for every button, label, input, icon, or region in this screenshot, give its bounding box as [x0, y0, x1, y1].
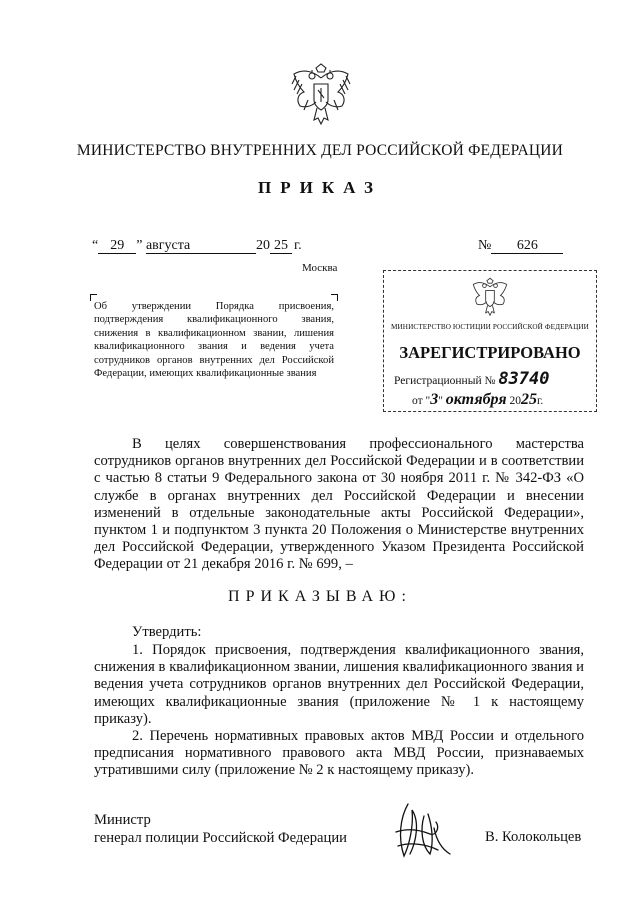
order-item-1: 1. Порядок присвоения, подтверждения квалификационного звания, снижения в квалификационном звании, лишения квалификационного звания и ведения учета сотрудников органов внутренних дел Российской Федерации, имеющих квалификационные звания (приложение № 1 к настоящему приказу). — [94, 642, 584, 727]
signatory-name: В. Колокольцев — [485, 829, 582, 845]
stamp-registration-number — [394, 369, 550, 389]
order-number-value: 626 — [491, 238, 563, 254]
registration-stamp — [383, 270, 597, 412]
order-subject: Об утверждении Порядка присвоения, подтверждения квалификационного звания, снижения в квалификационном звании, лишения квалификационного звания и ведения учета сотрудников органов внутренних дел Российской Федерации, имеющих квалификационные звания — [94, 301, 334, 380]
stamp-date-prefix: от " — [412, 395, 431, 407]
order-date-year-unit: г. — [293, 238, 302, 253]
stamp-registration-date — [412, 391, 543, 409]
ministry-name: МИНИСТЕРСТВО ВНУТРЕННИХ ДЕЛ РОССИЙСКОЙ ФЕДЕРАЦИИ — [76, 142, 564, 159]
stamp-registered-label: ЗАРЕГИСТРИРОВАНО — [399, 343, 581, 362]
order-city: Москва — [302, 262, 338, 274]
order-date — [92, 238, 302, 254]
order-item-2: 2. Перечень нормативных правовых актов МВД России и отдельного предписания нормативного правового акта МВД России, признаваемых утратившими силу (приложение № 2 к настоящему приказу). — [94, 728, 584, 779]
stamp-reg-number-handwritten: 83740 — [498, 369, 550, 389]
stamp-date-sep: " — [438, 395, 443, 407]
signatory-title-line2: генерал полиции Российской Федерации — [94, 829, 347, 846]
stamp-reg-label: Регистрационный № — [394, 375, 496, 387]
approve-label: Утвердить: — [132, 624, 202, 640]
preamble-paragraph: В целях совершенствования профессионального мастерства сотрудников органов внутренних дел Российской Федерации и в соответствии с частью 8 статьи 9 Федерального закона от 30 ноября 2011 г. № 342-ФЗ «О службе в органах внутренних дел Российской Федерации и внесении изменений в отдельные законодательные акты Российской Федерации», пунктом 1 и подпунктом 3 пункта 20 Положения о Министерстве внутренних дел Российской Федерации, утвержденного Указом Президента Российской Федерации от 21 декабря 2016 г. № 699, – — [94, 436, 584, 573]
stamp-date-month: октября — [445, 391, 507, 408]
order-date-day: 29 — [98, 238, 136, 254]
stamp-date-year-unit: г. — [536, 395, 544, 407]
order-date-year-prefix: 20 — [255, 238, 270, 253]
stamp-date-year-suffix: 25 — [520, 391, 537, 408]
stamp-date-day: 3 — [430, 391, 439, 408]
double-headed-eagle-stamp-icon — [468, 277, 512, 319]
handwritten-signature — [390, 798, 456, 864]
order-number — [478, 238, 563, 254]
quote-open: “ — [92, 238, 99, 253]
order-date-year-suffix: 25 — [270, 238, 292, 254]
signatory-title — [94, 812, 347, 847]
decree-heading: ПРИКАЗЫВАЮ: — [228, 588, 412, 605]
stamp-date-year-prefix: 20 — [509, 395, 521, 407]
order-date-month: августа — [146, 238, 256, 254]
signatory-title-line1: Министр — [94, 812, 151, 828]
quote-close: ” — [136, 238, 143, 253]
number-sign: № — [478, 238, 492, 253]
document-type-title: ПРИКАЗ — [258, 178, 382, 197]
double-headed-eagle-emblem-icon — [290, 62, 352, 130]
stamp-ministry-name: МИНИСТЕРСТВО ЮСТИЦИИ РОССИЙСКОЙ ФЕДЕРАЦИИ — [391, 323, 589, 331]
